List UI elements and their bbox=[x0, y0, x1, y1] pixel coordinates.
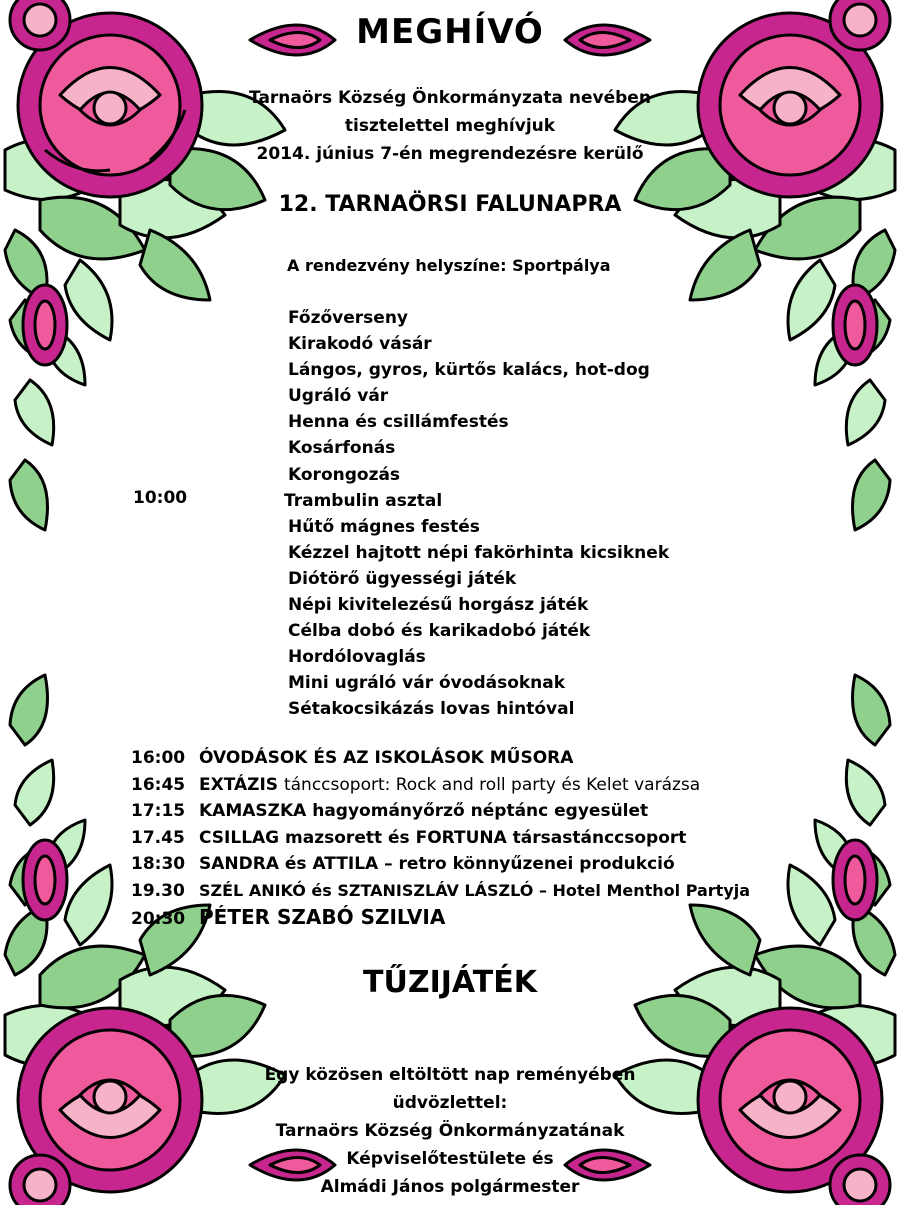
program-item: Kirakodó vásár bbox=[288, 334, 432, 355]
schedule-time: 17.45 bbox=[131, 827, 185, 848]
schedule-act: PÉTER SZABÓ SZILVIA bbox=[199, 905, 446, 929]
program-item: Kosárfonás bbox=[288, 438, 396, 459]
program-item: Sétakocsikázás lovas hintóval bbox=[288, 699, 575, 720]
floral-corner-top-left bbox=[0, 0, 300, 560]
program-item: Korongozás bbox=[288, 464, 401, 485]
program-list bbox=[284, 305, 670, 723]
schedule-time: 16:45 bbox=[131, 774, 186, 795]
program-item: Mini ugráló vár óvodásoknak bbox=[288, 673, 566, 694]
schedule-time: 17:15 bbox=[131, 801, 186, 821]
closing-line-3: Tarnaörs Község Önkormányzatának bbox=[275, 1121, 625, 1141]
closing-line-2: üdvözlettel: bbox=[392, 1093, 508, 1113]
schedule-act: SANDRA és ATTILA – retro könnyűzenei produkció bbox=[199, 854, 675, 874]
schedule-time: 19.30 bbox=[131, 880, 185, 901]
schedule-act: CSILLAG mazsorett és FORTUNA társastánccsoport bbox=[199, 827, 687, 848]
schedule-row bbox=[131, 825, 750, 852]
intro-line-3: 2014. június 7-én megrendezésre kerülő bbox=[256, 144, 644, 164]
fireworks-heading: TŰZIJÁTÉK bbox=[363, 965, 537, 1000]
schedule-time: 20:30 bbox=[131, 909, 186, 929]
program-item: Főzőverseny bbox=[288, 308, 409, 328]
schedule-row bbox=[131, 904, 750, 933]
program-item: Lángos, gyros, kürtős kalács, hot-dog bbox=[288, 360, 650, 381]
program-item: Hordólovaglás bbox=[288, 647, 426, 668]
schedule-time: 18:30 bbox=[131, 854, 186, 874]
event-name: 12. TARNAÖRSI FALUNAPRA bbox=[278, 192, 622, 217]
intro-line-1: Tarnaörs Község Önkormányzata nevében bbox=[249, 88, 651, 108]
program-item: Kézzel hajtott népi fakörhinta kicsiknek bbox=[288, 542, 670, 563]
intro-line-2: tisztelettel meghívjuk bbox=[344, 116, 556, 136]
schedule-act: ÓVODÁSOK ÉS AZ ISKOLÁSOK MŰSORA bbox=[199, 748, 574, 768]
schedule-row bbox=[131, 772, 750, 799]
schedule-row bbox=[131, 798, 750, 825]
closing-line-5: Almádi János polgármester bbox=[320, 1177, 580, 1197]
program-item: Célba dobó és karikadobó játék bbox=[288, 621, 591, 642]
program-start-time: 10:00 bbox=[133, 488, 188, 508]
program-item: Hűtő mágnes festés bbox=[288, 516, 480, 537]
schedule-act: EXTÁZIS bbox=[199, 774, 284, 795]
schedule-act: KAMASZKA hagyományőrző néptánc egyesület bbox=[199, 801, 649, 821]
program-item: Trambulin asztal bbox=[284, 490, 443, 511]
program-item: Ugráló vár bbox=[288, 386, 389, 407]
closing-line-4: Képviselőtestülete és bbox=[346, 1149, 554, 1169]
performance-schedule bbox=[131, 745, 750, 933]
invitation-title: MEGHÍVÓ bbox=[356, 12, 544, 52]
schedule-act: SZÉL ANIKÓ és SZTANISZLÁV LÁSZLÓ – Hotel Menthol Partyja bbox=[199, 880, 751, 900]
program-item: Diótörő ügyességi játék bbox=[288, 568, 517, 589]
schedule-row bbox=[131, 878, 750, 905]
schedule-act-detail: tánccsoport: Rock and roll party és Kelet varázsa bbox=[283, 774, 701, 795]
event-location: A rendezvény helyszíne: Sportpálya bbox=[287, 256, 611, 275]
schedule-row bbox=[131, 745, 750, 772]
schedule-row bbox=[131, 851, 750, 878]
program-item: Henna és csillámfestés bbox=[288, 412, 509, 433]
program-item: Népi kivitelezésű horgász játék bbox=[288, 595, 589, 616]
schedule-time: 16:00 bbox=[131, 748, 186, 768]
closing-line-1: Egy közösen eltöltött nap reményében bbox=[264, 1065, 636, 1085]
